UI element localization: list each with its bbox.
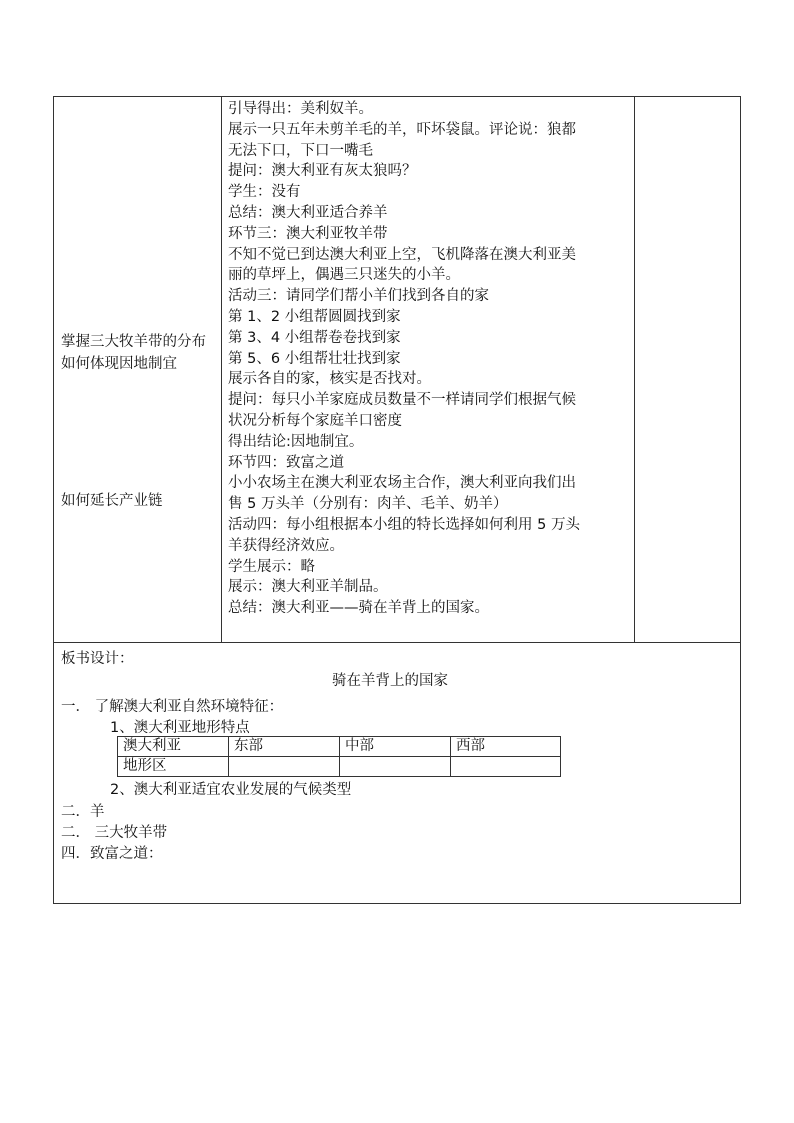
process-line: 展示：澳大利亚羊制品。 (228, 579, 388, 596)
process-line: 总结：澳大利亚适合养羊 (228, 204, 388, 221)
process-line: 售 5 万头羊（分别有：肉羊、毛羊、奶羊） (228, 496, 508, 513)
terrain-header-cell: 西部 (451, 737, 561, 757)
terrain-header-cell: 澳大利亚 (118, 737, 229, 757)
board-item-4: 四．致富之道： (61, 846, 163, 862)
board-sub-2: 2、澳大利亚适宜农业发展的气候类型 (110, 782, 352, 798)
process-line: 无法下口，下口一嘴毛 (228, 142, 373, 159)
board-item-3: 二． 三大牧羊带 (61, 825, 168, 841)
process-line: 引导得出：美利奴羊。 (228, 101, 373, 117)
process-line: 小小农场主在澳大利亚农场主合作，澳大利亚向我们出 (228, 475, 576, 492)
terrain-header-cell: 中部 (340, 737, 451, 757)
teaching-process-cell (222, 97, 635, 642)
objectives-cell (54, 97, 222, 642)
board-sub-1: 1、澳大利亚地形特点 (110, 720, 250, 736)
process-line: 展示一只五年未剪羊毛的羊，吓坏袋鼠。评论说：狼都 (228, 121, 576, 138)
terrain-cell (229, 757, 340, 777)
process-line: 得出结论:因地制宜。 (228, 433, 364, 450)
terrain-table-row (118, 757, 561, 777)
board-title: 骑在羊背上的国家 (332, 673, 448, 689)
terrain-table (117, 736, 561, 777)
board-item-2: 二．羊 (61, 804, 105, 820)
process-line: 环节四：致富之道 (228, 454, 344, 471)
board-item-1: 一． 了解澳大利亚自然环境特征： (61, 699, 284, 715)
process-line: 提问：每只小羊家庭成员数量不一样请同学们根据气候 (228, 392, 576, 409)
terrain-cell: 地形区 (118, 757, 229, 777)
process-line: 状况分析每个家庭羊口密度 (228, 412, 402, 429)
board-design-cell (54, 643, 740, 903)
notes-cell (635, 97, 740, 642)
process-line: 羊获得经济效应。 (228, 537, 344, 554)
board-design-label: 板书设计： (61, 651, 134, 667)
teaching-process-text (228, 99, 630, 619)
terrain-cell (340, 757, 451, 777)
process-line: 不知不觉已到达澳大利亚上空，飞机降落在澳大利亚美 (228, 246, 576, 263)
lesson-plan-table (53, 96, 741, 904)
process-line: 总结：澳大利亚——骑在羊背上的国家。 (228, 600, 489, 617)
process-line: 学生展示：略 (228, 558, 315, 575)
process-line: 第 5、6 小组帮壮壮找到家 (228, 350, 401, 367)
process-line: 第 1、2 小组帮圆圆找到家 (228, 308, 401, 325)
terrain-table-header-row (118, 737, 561, 757)
process-line: 展示各自的家，核实是否找对。 (228, 371, 431, 388)
objective-1: 掌握三大牧羊带的分布如何体现因地制宜 (61, 334, 206, 372)
process-line: 丽的草坪上，偶遇三只迷失的小羊。 (228, 267, 460, 284)
terrain-cell (451, 757, 561, 777)
objective-2: 如何延长产业链 (61, 493, 163, 509)
lesson-row (54, 97, 740, 643)
process-line: 活动四：每小组根据本小组的特长选择如何利用 5 万头 (228, 516, 580, 533)
process-line: 活动三：请同学们帮小羊们找到各自的家 (228, 288, 489, 305)
process-line: 提问：澳大利亚有灰太狼吗？ (228, 163, 417, 180)
terrain-header-cell: 东部 (229, 737, 340, 757)
process-line: 学生：没有 (228, 184, 301, 201)
process-line: 环节三：澳大利亚牧羊带 (228, 225, 388, 242)
process-line: 第 3、4 小组帮卷卷找到家 (228, 329, 401, 346)
